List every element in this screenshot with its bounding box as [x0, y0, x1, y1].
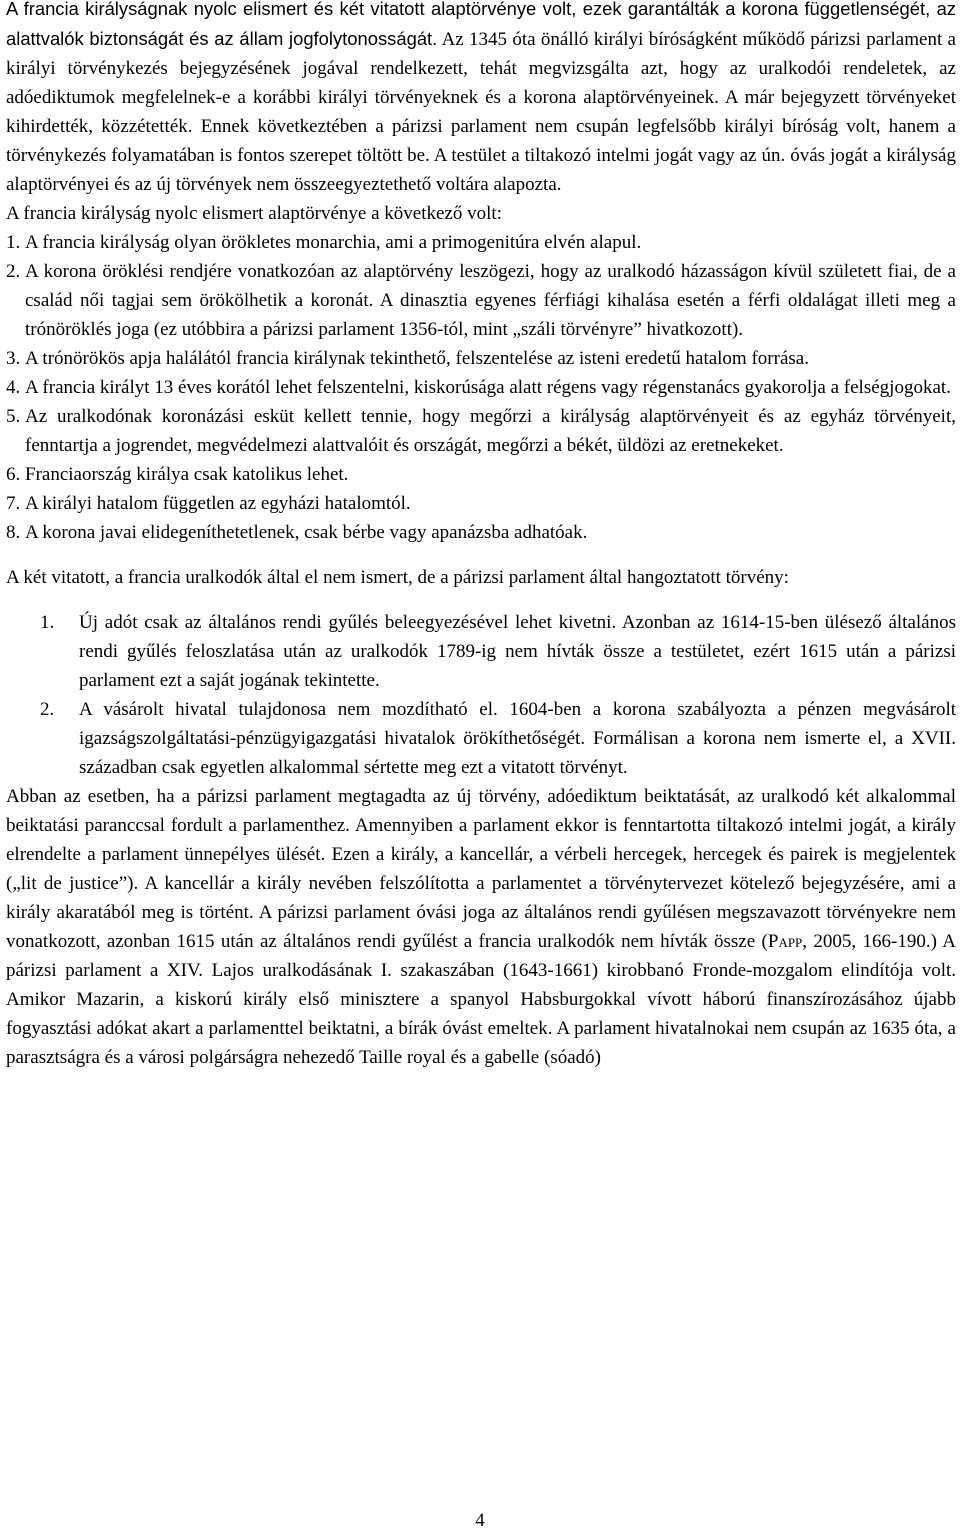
- list-item: [6, 228, 956, 257]
- list-item-number: 4.: [6, 377, 21, 398]
- list-item: [6, 518, 956, 547]
- intro-sentence-consequence: Ennek következtében a párizsi parlament nem csupán legfelsőbb királyi bíróság volt, hanem a törvénykezés folyamatában is fontos szerepet töltött be. A testület a tiltakozó intelmi jogát vagy az ún. óvás jogát a királyság alaptörvényei és az új törvények nem összeegyeztethető voltára alapozta.: [6, 116, 956, 195]
- eight-laws-heading: A francia királyság nyolc elismert alaptörvénye a következő volt:: [6, 203, 502, 224]
- list-item-text: A francia királyság olyan örökletes monarchia, ami a primogenitúra elvén alapul.: [25, 232, 642, 253]
- list-item: [6, 257, 956, 344]
- list-item-text: A vásárolt hivatal tulajdonosa nem mozdítható el. 1604-ben a korona szabályozta a pénzen megvásárolt igazságszolgáltatási-pénzügyigazgatási hivatalok örökíthetőségét. Formálisan a korona nem ismerte el, a XVII. században csak egyetlen alkalommal sértette meg ezt a vitatott törvényt.: [79, 699, 956, 778]
- list-item-number: 2.: [40, 699, 55, 720]
- list-item: [6, 489, 956, 518]
- spacer: [6, 547, 956, 563]
- list-item-number: 7.: [6, 493, 21, 514]
- intro-sentence-parliament: Az 1345 óta önálló királyi bíróságként működő párizsi parlament a királyi törvénykezés bejegyzésének jogával rendelkezett, tehát megvizsgálta azt, hogy az uralkodói rendeletek, az adóediktumok megfelelnek-e a korábbi királyi törvényeknek és a korona alaptörvényeinek. A már bejegyzett törvényeket kihirdették, közzétették.: [6, 29, 956, 137]
- list-item-number: 5.: [6, 406, 21, 427]
- list-item-text: A királyi hatalom független az egyházi hatalomtól.: [25, 493, 411, 514]
- list-item-text: A francia királyt 13 éves korától lehet felszentelni, kiskorúsága alatt régens vagy régenstanács gyakorolja a felségjogokat.: [25, 377, 951, 398]
- author-citation: Papp: [767, 931, 803, 952]
- eight-laws-list: [6, 228, 956, 547]
- list-item-text: A korona javai elidegeníthetetlenek, csak bérbe vagy apanázsba adhatóak.: [25, 522, 588, 543]
- spacer: [6, 592, 956, 608]
- list-item-text: Új adót csak az általános rendi gyűlés beleegyezésével lehet kivetni. Azonban az 1614-15-ben ülésező általános rendi gyűlés feloszlatása után az uralkodók 1789-ig nem hívták össze a testületet, ezért 1615 után a párizsi parlament ezt a saját jogának tekintette.: [79, 612, 956, 691]
- closing-text-continued: , 2005, 166-190.) A párizsi parlament a XIV. Lajos uralkodásának I. szakaszában (1643-1661) kirobbanó Fronde-mozgalom elindítója volt. Amikor Mazarin, a kiskorú király első minisztere a spanyol Habsburgokkal vívott háború finanszírozásához újabb fogyasztási adókat akart a parlamenttel beiktatni, a bírák óvást emeltek. A parlament hivatalnokai nem csupán az 1635 óta, a parasztságra és a városi polgárságra nehezedő Taille royal és a gabelle (sóadó): [6, 931, 956, 1068]
- document-page: [6, 0, 956, 1072]
- list-item-number: 2.: [6, 261, 21, 282]
- page-number: 4: [475, 1510, 485, 1531]
- disputed-laws-list: [6, 608, 956, 782]
- list-item-number: 3.: [6, 348, 21, 369]
- disputed-laws-heading: A két vitatott, a francia uralkodók által el nem ismert, de a párizsi parlament által hangoztatott törvény:: [6, 567, 789, 588]
- list-item-number: 1.: [40, 612, 55, 633]
- list-item-text: Franciaország királya csak katolikus lehet.: [25, 464, 349, 485]
- list-item-text: A korona öröklési rendjére vonatkozóan az alaptörvény leszögezi, hogy az uralkodó házasságon kívül született fiai, de a család női tagjai sem örökölhetik a koronát. A dinasztia egyenes férfiági kihalása esetén a férfi oldalágat illeti meg a trónöröklés joga (ez utóbbira a párizsi parlament 1356-tól, mint „száli törvényre” hivatkozott).: [25, 261, 956, 340]
- list-item: [6, 402, 956, 460]
- list-item-text: A trónörökös apja halálától francia királynak tekinthető, felszentelése az isteni eredetű hatalom forrása.: [25, 348, 809, 369]
- list-item-number: 8.: [6, 522, 21, 543]
- closing-paragraph: [6, 782, 956, 1072]
- list-item: [6, 608, 956, 695]
- closing-text: Abban az esetben, ha a párizsi parlament megtagadta az új törvény, adóediktum beiktatását, az uralkodó két alkalommal beiktatási paranccsal fordult a parlamenthez. Amennyiben a parlament ekkor is fenntartotta tiltakozó intelmi jogát, a király elrendelte a parlament ünnepélyes ülését. Ezen a király, a kancellár, a vérbeli hercegek, hercegek és pairek is megjelentek („lit de justice”). A kancellár a király nevében felszólította a parlamentet a törvénytervezet kötelező bejegyzésére, ami a király akaratából meg is történt. A párizsi parlament óvási joga az általános rendi gyűlésen megszavazott törvényekre nem vonatkozott, azonban 1615 után az általános rendi gyűlést a francia uralkodók nem hívták össze (: [6, 786, 956, 952]
- list-item-number: 6.: [6, 464, 21, 485]
- list-item: [6, 695, 956, 782]
- list-item-text: Az uralkodónak koronázási esküt kellett tennie, hogy megőrzi a királyság alaptörvényeit és az egyház törvényeit, fenntartja a jogrendet, megvédelmezi alattvalóit és országát, megőrzi a békét, üldözi az eretnekeket.: [25, 406, 956, 456]
- list-item-number: 1.: [6, 232, 21, 253]
- list-item: [6, 373, 956, 402]
- list-item: [6, 460, 956, 489]
- intro-paragraph: [6, 0, 956, 199]
- list-item: [6, 344, 956, 373]
- intro-sentence-sans: A francia királyságnak nyolc elismert és két vitatott alaptörvénye volt, ezek garantálták a korona függetlenségét, az alattvalók biztonságát és az állam jogfolytonosságát.: [6, 0, 956, 49]
